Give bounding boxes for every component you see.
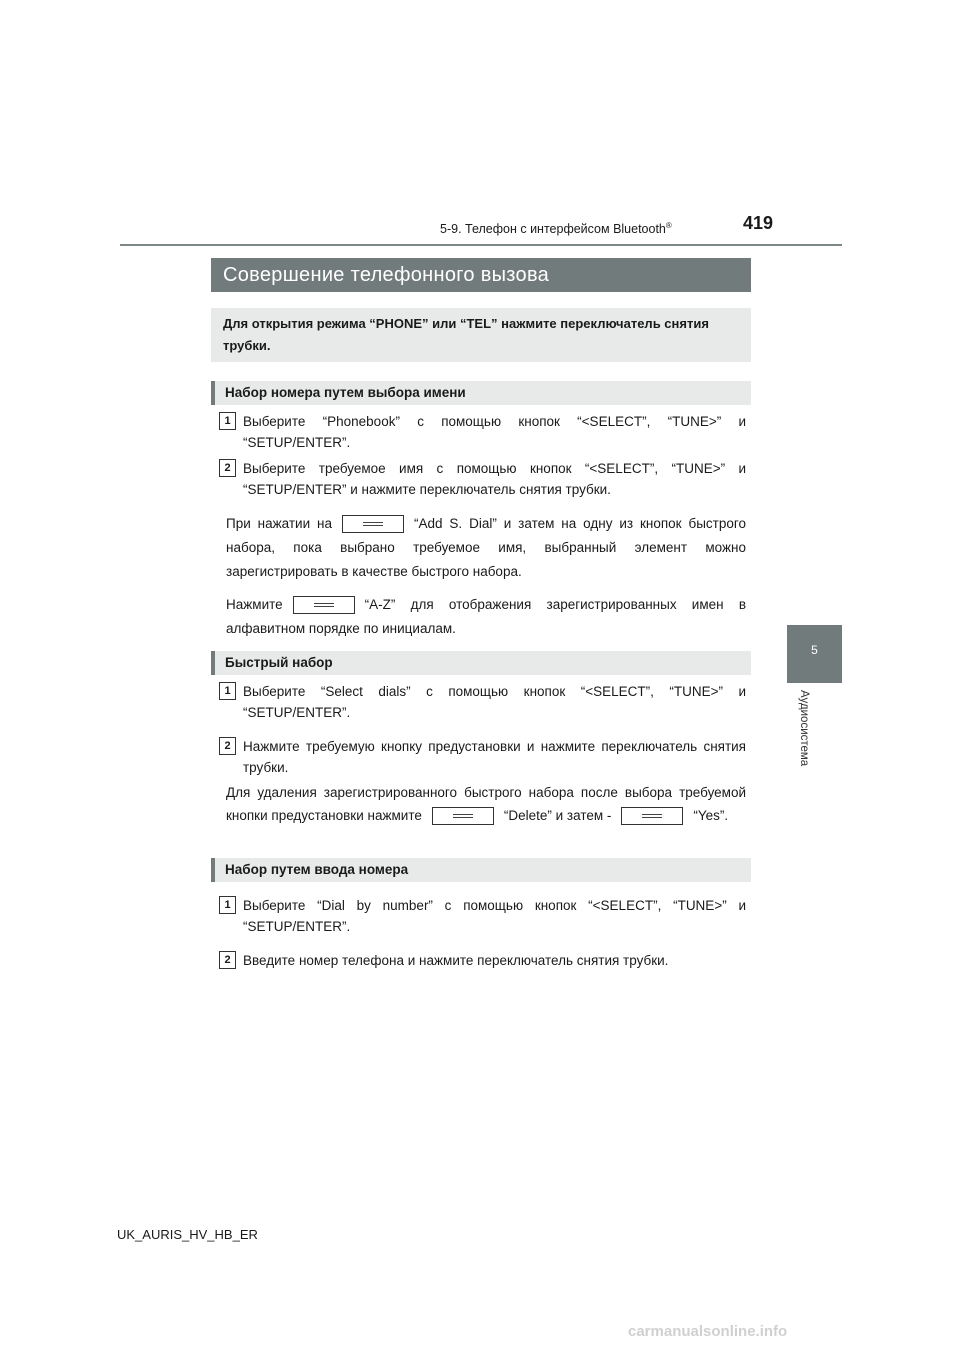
step-text: Выберите “Phonebook” с помощью кнопок “<SELECT”, “TUNE>” и “SETUP/ENTER”. bbox=[243, 414, 746, 450]
section-reference bbox=[440, 221, 672, 236]
option-button-icon bbox=[621, 807, 683, 825]
step-number: 1 bbox=[219, 682, 236, 700]
note-add-speed-dial bbox=[226, 512, 746, 584]
option-button-icon bbox=[293, 596, 355, 614]
header-divider bbox=[120, 244, 842, 246]
section-heading-speed-dial: Быстрый набор bbox=[211, 651, 751, 675]
note-delete bbox=[226, 781, 746, 827]
section-heading-number-dial: Набор путем ввода номера bbox=[211, 858, 751, 882]
step-number: 1 bbox=[219, 412, 236, 430]
step-text: Выберите “Dial by number” с помощью кнопок “<SELECT”, “TUNE>” и “SETUP/ENTER”. bbox=[243, 898, 746, 934]
document-code: UK_AURIS_HV_HB_ER bbox=[117, 1227, 258, 1242]
note-text: “Delete” и затем - bbox=[503, 808, 612, 823]
intro-box: Для открытия режима “PHONE” или “TEL” нажмите переключатель снятия трубки. bbox=[211, 308, 751, 362]
section-heading-name-dial: Набор номера путем выбора имени bbox=[211, 381, 751, 405]
note-a-z bbox=[226, 593, 746, 641]
chapter-label: Аудиосистема bbox=[798, 690, 810, 767]
step-number: 2 bbox=[219, 951, 236, 969]
page-title: Совершение телефонного вызова bbox=[211, 258, 751, 292]
option-button-icon bbox=[342, 515, 404, 533]
step-text: Нажмите требуемую кнопку предустановки и нажмите переключатель снятия трубки. bbox=[243, 739, 746, 775]
section-reference-text: 5-9. Телефон с интерфейсом Bluetooth bbox=[440, 222, 666, 237]
registered-mark: ® bbox=[665, 221, 672, 230]
step-number: 2 bbox=[219, 459, 236, 477]
step-number: 2 bbox=[219, 737, 236, 755]
page-number: 419 bbox=[743, 213, 774, 233]
note-text: “Yes”. bbox=[693, 808, 729, 823]
step-text: Выберите требуемое имя с помощью кнопок “<SELECT”, “TUNE>” и “SETUP/ENTER” и нажмите переключатель снятия трубки. bbox=[243, 461, 746, 497]
step-number: 1 bbox=[219, 896, 236, 914]
option-button-icon bbox=[432, 807, 494, 825]
step-text: Введите номер телефона и нажмите переключатель снятия трубки. bbox=[243, 953, 669, 968]
watermark: carmanualsonline.info bbox=[628, 1323, 788, 1340]
note-text: При нажатии на bbox=[226, 516, 332, 531]
note-text: “Add S. Dial” и затем на одну из кнопок быстрого набора, пока выбрано требуемое имя, выбранный элемент можно зарегистрировать в качестве быстрого набора. bbox=[226, 516, 746, 579]
note-text: “A-Z” для отображения зарегистрированных имен в алфавитном порядке по инициалам. bbox=[226, 597, 746, 636]
note-text: Для удаления зарегистрированного быстрого набора после выбора требуемой кнопки предустановки нажмите bbox=[226, 785, 746, 823]
step-text: Выберите “Select dials” с помощью кнопок “<SELECT”, “TUNE>” и “SETUP/ENTER”. bbox=[243, 684, 746, 720]
chapter-tab: 5 bbox=[787, 625, 842, 683]
note-text: Нажмите bbox=[226, 597, 283, 612]
